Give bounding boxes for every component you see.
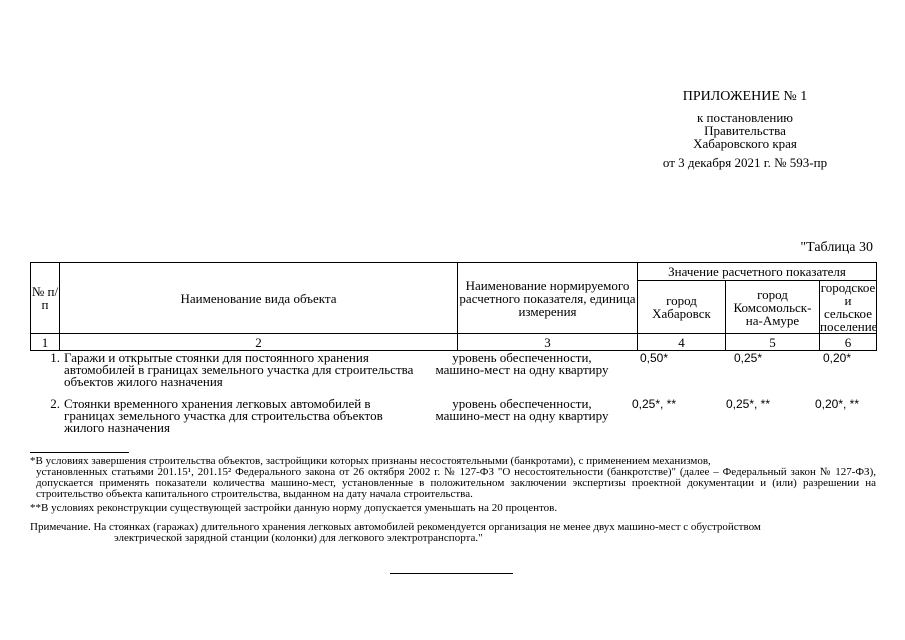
row-unit: уровень обеспеченности, машино-мест на одну квартиру (435, 396, 609, 423)
header-line-2: Правительства (704, 123, 786, 138)
note (30, 522, 876, 544)
footnotes (30, 456, 876, 544)
table-row (30, 352, 876, 398)
table-caption: "Таблица 30 (800, 240, 873, 255)
col-header-unit: Наименование нормируемого расчетного показателя, единица измерения (458, 263, 638, 334)
footnote-1 (30, 456, 876, 500)
table-body (30, 352, 876, 444)
footnote-divider (30, 452, 129, 453)
row-value-khabarovsk: 0,25*, ** (631, 397, 677, 411)
col-header-v2: город Комсомольск-на-Амуре (726, 281, 820, 334)
row-value-komsomolsk: 0,25* (733, 351, 763, 365)
index-cell: 5 (726, 334, 820, 351)
footnote-1-text: установленных статьями 201.15¹, 201.15² Федерального закона от 26 октября 2002 г. № 127-ФЗ "О несостоятельности (банкротстве)" (далее – Федеральный закон № 127-ФЗ), допускается применять показатели количества машино-мест, установленные в положительном заключении экспертизы проектной документации и (или) разрешении на строительство объекта капитального строительства, выданном на дату начала строительства. (36, 466, 876, 500)
footnote-2: **В условиях реконструкции существующей застройки данную норму допускается уменьшать на 20 процентов. (30, 502, 558, 514)
note-first-line: Примечание. На стоянках (гаражах) длительного хранения легковых автомобилей рекомендуется организация не менее двух машино-мест с обустройством (30, 521, 761, 533)
table-row (30, 398, 876, 444)
row-unit: уровень обеспеченности, машино-мест на одну квартиру (435, 350, 609, 377)
header-line-3: Хабаровского края (693, 136, 797, 151)
col-header-num: № п/п (31, 263, 60, 334)
document-header (640, 90, 850, 169)
row-value-komsomolsk: 0,25*, ** (725, 397, 771, 411)
end-divider (390, 573, 513, 574)
index-cell: 1 (31, 334, 60, 351)
index-cell: 3 (458, 334, 638, 351)
row-number: 1. (50, 350, 60, 365)
footnote-1-first-line: *В условиях завершения строительства объектов, застройщики которых признаны несостоятельными (банкротами), с применением механизмов, (30, 455, 711, 467)
appendix-title: ПРИЛОЖЕНИЕ № 1 (682, 89, 808, 104)
index-cell: 6 (820, 334, 877, 351)
row-number: 2. (50, 396, 60, 411)
row-value-settlement: 0,20* (822, 351, 852, 365)
note-continuation: электрической зарядной станции (колонки) для легкового электротранспорта." (114, 532, 483, 544)
table-header (30, 262, 876, 351)
row-object-name: Стоянки временного хранения легковых автомобилей в границах земельного участка для строительства объектов жилого назначения (64, 396, 383, 435)
header-date: от 3 декабря 2021 г. № 593-пр (662, 155, 828, 170)
index-cell: 2 (60, 334, 458, 351)
header-line-1: к постановлению (696, 110, 794, 125)
index-cell: 4 (638, 334, 726, 351)
col-header-v1: город Хабаровск (638, 281, 726, 334)
col-header-values-group: Значение расчетного показателя (638, 263, 877, 281)
col-header-v3: городское и сельское поселение (820, 280, 878, 334)
row-value-khabarovsk: 0,50* (639, 351, 669, 365)
row-value-settlement: 0,20*, ** (814, 397, 860, 411)
row-object-name: Гаражи и открытые стоянки для постоянного хранения автомобилей в границах земельного участка для строительства объектов жилого назначения (64, 350, 414, 389)
col-header-name: Наименование вида объекта (60, 263, 458, 334)
